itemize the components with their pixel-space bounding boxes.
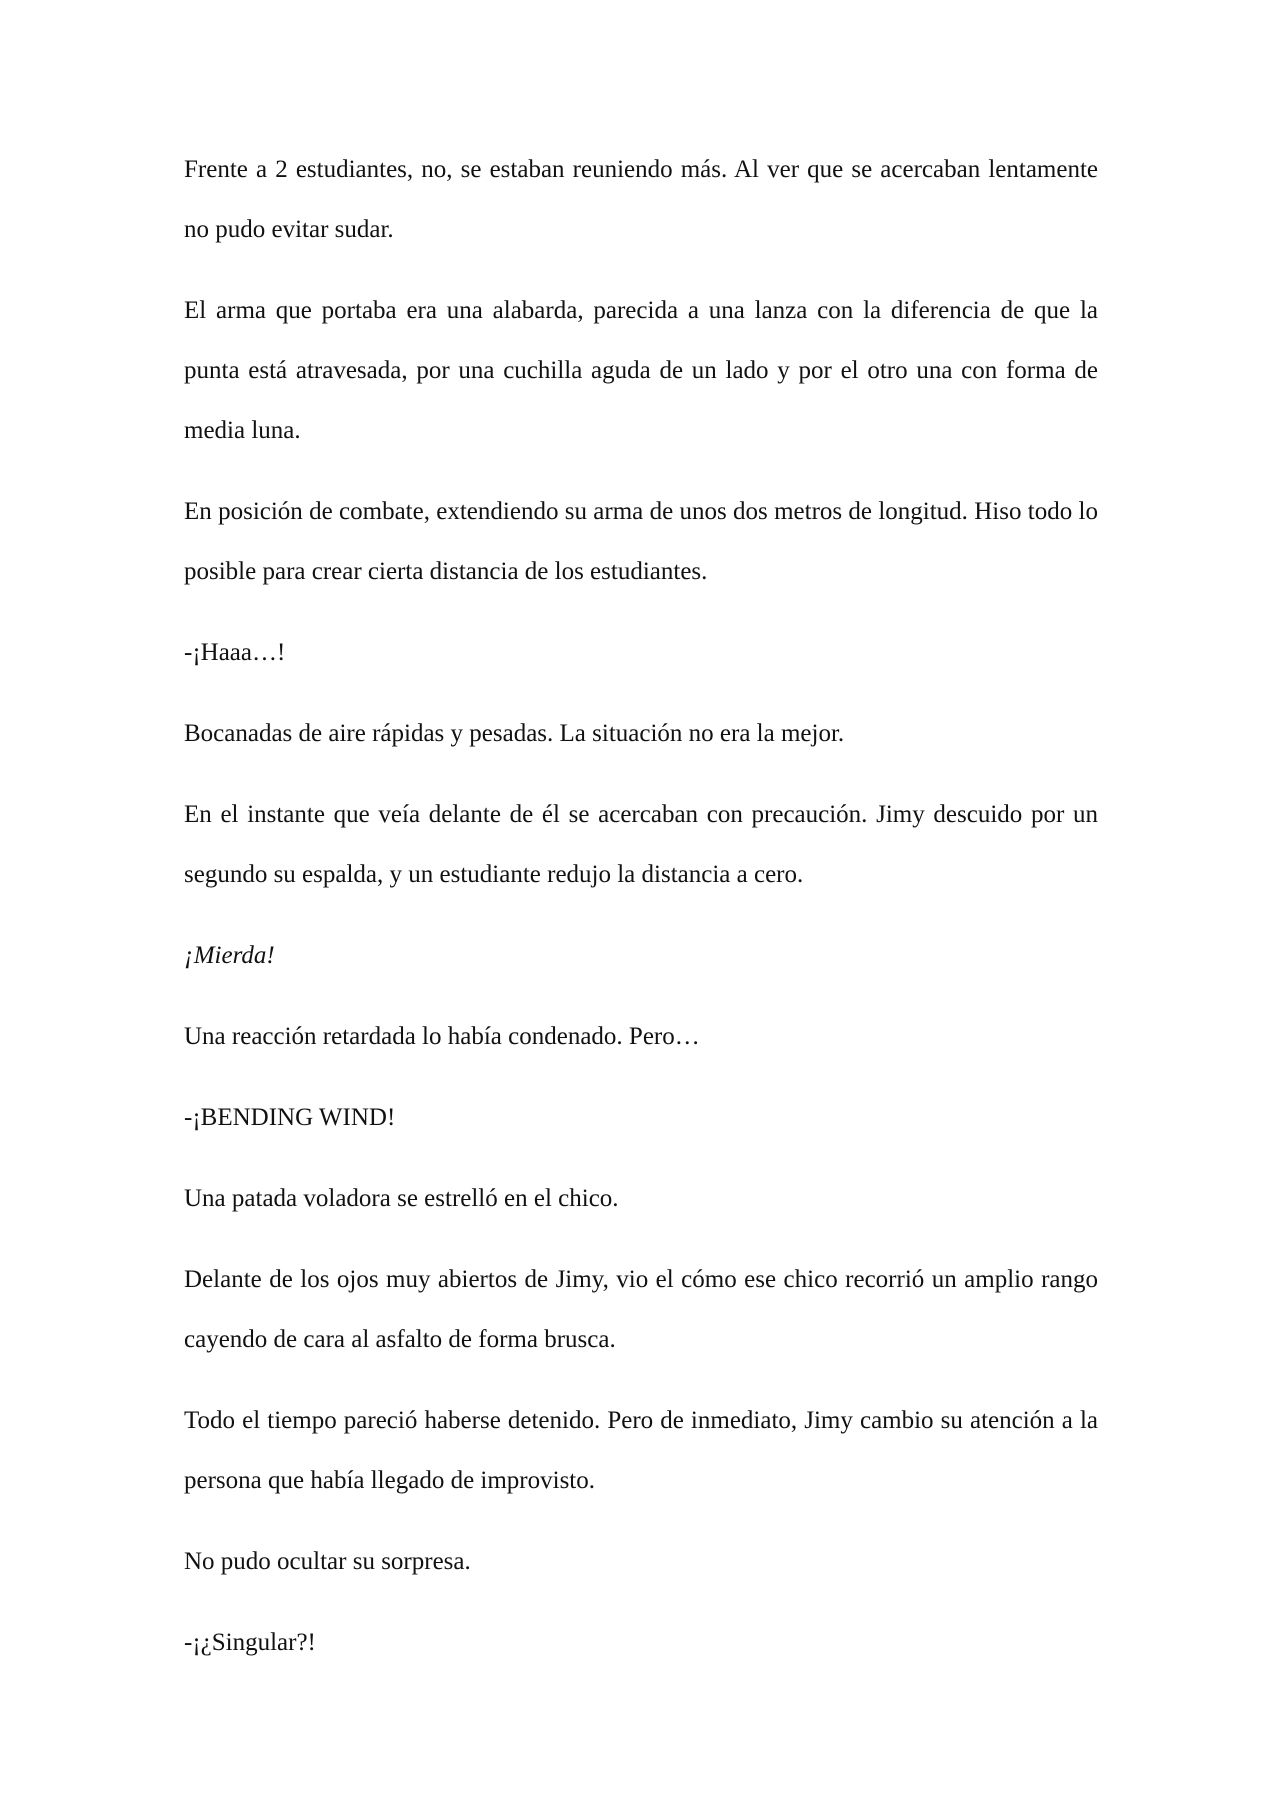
paragraph-10: Una patada voladora se estrelló en el chico. [184, 1185, 619, 1212]
paragraph-2: El arma que portaba era una alabarda, parecida a una lanza con la diferencia de que la punta está atravesada, por una cuchilla aguda de un lado y por el otro una con forma de media luna. [184, 297, 1098, 444]
dialogue-singular: -¡¿Singular?! [184, 1629, 316, 1656]
paragraph-6: En el instante que veía delante de él se acercaban con precaución. Jimy descuido por un segundo su espalda, y un estudiante redujo la distancia a cero. [184, 801, 1098, 888]
document-page [184, 140, 1098, 1694]
thought-mierda: ¡Mierda! [184, 942, 275, 969]
paragraph-11: Delante de los ojos muy abiertos de Jimy, vio el cómo ese chico recorrió un amplio rango cayendo de cara al asfalto de forma brusca. [184, 1266, 1098, 1353]
dialogue-haaa: -¡Haaa…! [184, 639, 286, 666]
paragraph-1: Frente a 2 estudiantes, no, se estaban reuniendo más. Al ver que se acercaban lentamente no pudo evitar sudar. [184, 156, 1098, 243]
dialogue-bending-wind: -¡BENDING WIND! [184, 1104, 396, 1131]
paragraph-12: Todo el tiempo pareció haberse detenido. Pero de inmediato, Jimy cambio su atención a la persona que había llegado de improvisto. [184, 1407, 1098, 1494]
paragraph-5: Bocanadas de aire rápidas y pesadas. La situación no era la mejor. [184, 720, 845, 747]
paragraph-13: No pudo ocultar su sorpresa. [184, 1548, 471, 1575]
paragraph-3: En posición de combate, extendiendo su arma de unos dos metros de longitud. Hiso todo lo posible para crear cierta distancia de los estudiantes. [184, 498, 1098, 585]
paragraph-8: Una reacción retardada lo había condenado. Pero… [184, 1023, 700, 1050]
